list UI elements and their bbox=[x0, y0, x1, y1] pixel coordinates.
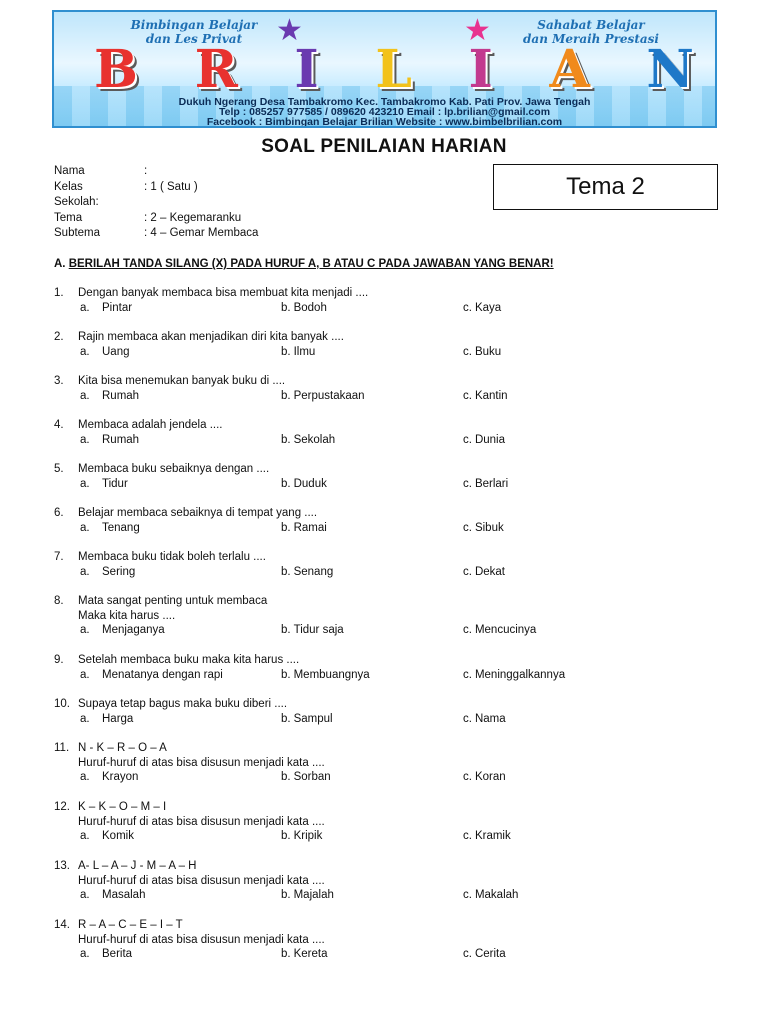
question-text: Mata sangat penting untuk membaca bbox=[78, 595, 268, 607]
option-letter: c. bbox=[463, 624, 472, 637]
identity-row bbox=[54, 195, 258, 211]
option-a[interactable] bbox=[80, 433, 281, 448]
question-number: 2. bbox=[54, 331, 64, 343]
question-number: 11. bbox=[54, 742, 70, 754]
identity-label: Kelas bbox=[54, 180, 83, 193]
option-letter: a. bbox=[80, 389, 90, 402]
question-number: 5. bbox=[54, 463, 64, 475]
question-text: Huruf-huruf di atas bisa disusun menjadi kata .... bbox=[78, 874, 325, 887]
identity-row bbox=[54, 211, 258, 227]
option-a[interactable] bbox=[80, 345, 281, 360]
question-text: Membaca adalah jendela .... bbox=[78, 419, 223, 431]
identity-value: : bbox=[144, 165, 148, 177]
question-line bbox=[54, 550, 734, 565]
question-item bbox=[54, 918, 734, 962]
banner-address: Dukuh Ngerang Desa Tambakromo Kec. Tambakromo Kab. Pati Prov. Jawa Tengah bbox=[178, 96, 591, 108]
option-letter: a. bbox=[80, 565, 90, 578]
option-letter: c. bbox=[463, 668, 472, 681]
question-text: Maka kita harus .... bbox=[78, 609, 176, 622]
option-text: Sorban bbox=[293, 771, 331, 784]
option-b[interactable] bbox=[281, 947, 463, 962]
option-c[interactable] bbox=[463, 433, 505, 448]
option-text: Sekolah bbox=[293, 433, 336, 446]
question-text: Membaca buku sebaiknya dengan .... bbox=[78, 463, 270, 475]
option-text: Tenang bbox=[102, 521, 140, 534]
option-b[interactable] bbox=[281, 668, 463, 683]
option-letter: a. bbox=[80, 830, 90, 843]
option-text: Bodoh bbox=[293, 301, 327, 314]
identity-label: Nama bbox=[54, 165, 85, 177]
question-line bbox=[54, 506, 734, 521]
option-text: Ramai bbox=[293, 521, 327, 534]
option-text: Kaya bbox=[474, 301, 502, 314]
option-b[interactable] bbox=[281, 521, 463, 536]
option-text: Kramik bbox=[474, 830, 511, 843]
logo-letter: I bbox=[294, 39, 319, 100]
option-a[interactable] bbox=[80, 521, 281, 536]
option-text: Koran bbox=[474, 771, 506, 784]
option-c[interactable] bbox=[463, 345, 501, 360]
option-letter: a. bbox=[80, 771, 90, 784]
option-a[interactable] bbox=[80, 301, 281, 316]
option-letter: b. bbox=[281, 477, 291, 490]
question-number: 14. bbox=[54, 919, 70, 931]
question-line bbox=[54, 286, 734, 301]
option-c[interactable] bbox=[463, 712, 506, 727]
question-number: 12. bbox=[54, 801, 70, 813]
option-letter: c. bbox=[463, 477, 472, 490]
option-a[interactable] bbox=[80, 565, 281, 580]
question-item bbox=[54, 653, 734, 682]
option-c[interactable] bbox=[463, 770, 506, 785]
option-text: Senang bbox=[293, 565, 334, 578]
option-text: Mencucinya bbox=[474, 624, 537, 637]
question-line bbox=[54, 741, 734, 756]
option-text: Buku bbox=[474, 345, 502, 358]
star-icon: ★ bbox=[464, 14, 491, 47]
banner-contact: Telp : 085257 977585 / 089620 423210 Email : lp.brilian@gmail.com bbox=[218, 106, 551, 118]
option-letter: c. bbox=[463, 830, 472, 843]
question-text: Supaya tetap bagus maka buku diberi .... bbox=[78, 698, 288, 710]
option-letter: c. bbox=[463, 948, 472, 961]
option-letter: a. bbox=[80, 477, 90, 490]
option-letter: b. bbox=[281, 345, 291, 358]
option-c[interactable] bbox=[463, 829, 511, 844]
page-title: SOAL PENILAIAN HARIAN bbox=[261, 136, 507, 157]
question-text: N - K – R – O – A bbox=[78, 742, 167, 754]
option-a[interactable] bbox=[80, 623, 281, 638]
option-text: Rumah bbox=[102, 433, 140, 446]
banner-tagline-left: Bimbingan Belajar dan Les Privat bbox=[130, 18, 258, 46]
question-item bbox=[54, 594, 734, 638]
question-line bbox=[54, 859, 734, 874]
question-line bbox=[54, 330, 734, 345]
option-b[interactable] bbox=[281, 477, 463, 492]
question-number: 9. bbox=[54, 654, 64, 666]
option-letter: b. bbox=[281, 624, 291, 637]
identity-value: : 1 ( Satu ) bbox=[144, 180, 198, 193]
option-letter: b. bbox=[281, 668, 291, 681]
logo-letter: L bbox=[375, 39, 412, 100]
option-letter: b. bbox=[281, 889, 291, 902]
question-line bbox=[54, 462, 734, 477]
option-a[interactable] bbox=[80, 668, 281, 683]
option-text: Berlari bbox=[474, 477, 509, 490]
option-letter: c. bbox=[463, 771, 472, 784]
answer-options bbox=[54, 477, 734, 492]
question-line bbox=[54, 697, 734, 712]
identity-value: : 2 – Kegemaranku bbox=[144, 211, 242, 224]
instruction bbox=[54, 257, 554, 272]
identity-row bbox=[54, 180, 258, 196]
logo-letter: B bbox=[94, 39, 138, 100]
question-item bbox=[54, 697, 734, 726]
logo-letter: A bbox=[549, 39, 590, 100]
option-c[interactable] bbox=[463, 565, 505, 580]
option-c[interactable] bbox=[463, 668, 565, 683]
question-text: Huruf-huruf di atas bisa disusun menjadi kata .... bbox=[78, 933, 325, 946]
question-text: Belajar membaca sebaiknya di tempat yang .... bbox=[78, 507, 318, 519]
question-item bbox=[54, 330, 734, 359]
option-b[interactable] bbox=[281, 345, 463, 360]
option-letter: a. bbox=[80, 345, 90, 358]
option-letter: c. bbox=[463, 712, 472, 725]
answer-options bbox=[54, 668, 734, 683]
option-text: Ilmu bbox=[293, 345, 316, 358]
question-item bbox=[54, 286, 734, 315]
identity-row bbox=[54, 226, 258, 242]
question-line bbox=[54, 918, 734, 933]
question-text: Kita bisa menemukan banyak buku di .... bbox=[78, 375, 286, 387]
question-text: R – A – C – E – I – T bbox=[78, 919, 183, 931]
question-number: 13. bbox=[54, 860, 70, 872]
option-letter: b. bbox=[281, 712, 291, 725]
option-text: Duduk bbox=[293, 477, 327, 490]
option-b[interactable] bbox=[281, 301, 463, 316]
option-text: Uang bbox=[102, 345, 130, 358]
option-text: Komik bbox=[102, 830, 134, 843]
option-letter: a. bbox=[80, 668, 90, 681]
option-text: Majalah bbox=[293, 889, 334, 902]
identity-label: Sekolah: bbox=[54, 196, 99, 209]
identity-row bbox=[54, 164, 258, 180]
option-b[interactable] bbox=[281, 829, 463, 844]
question-text: Huruf-huruf di atas bisa disusun menjadi kata .... bbox=[78, 815, 325, 828]
option-letter: a. bbox=[80, 889, 90, 902]
tema-box: Tema 2 bbox=[493, 164, 718, 210]
option-letter: c. bbox=[463, 433, 472, 446]
question-line bbox=[54, 418, 734, 433]
option-text: Dunia bbox=[474, 433, 506, 446]
option-text: Meninggalkannya bbox=[474, 668, 566, 681]
option-letter: c. bbox=[463, 301, 472, 314]
option-a[interactable] bbox=[80, 477, 281, 492]
question-number: 1. bbox=[54, 287, 64, 299]
option-letter: c. bbox=[463, 345, 472, 358]
question-line bbox=[54, 653, 734, 668]
option-text: Sibuk bbox=[474, 521, 504, 534]
option-b[interactable] bbox=[281, 623, 463, 638]
question-text: Dengan banyak membaca bisa membuat kita menjadi .... bbox=[78, 287, 369, 299]
star-icon: ★ bbox=[276, 14, 303, 47]
option-text: Sering bbox=[102, 565, 136, 578]
header-banner bbox=[52, 10, 717, 128]
option-c[interactable] bbox=[463, 477, 508, 492]
option-b[interactable] bbox=[281, 433, 463, 448]
option-text: Masalah bbox=[102, 889, 146, 902]
option-b[interactable] bbox=[281, 888, 463, 903]
option-letter: a. bbox=[80, 712, 90, 725]
answer-options bbox=[54, 947, 734, 962]
answer-options bbox=[54, 565, 734, 580]
option-letter: b. bbox=[281, 433, 291, 446]
question-item bbox=[54, 462, 734, 491]
option-text: Membuangnya bbox=[293, 668, 370, 681]
option-c[interactable] bbox=[463, 623, 536, 638]
question-item bbox=[54, 741, 734, 785]
question-item bbox=[54, 550, 734, 579]
instruction-text: BERILAH TANDA SILANG (X) PADA HURUF A, B ATAU C PADA JAWABAN YANG BENAR! bbox=[68, 258, 554, 270]
option-text: Kereta bbox=[293, 948, 328, 961]
answer-options bbox=[54, 521, 734, 536]
option-letter: c. bbox=[463, 889, 472, 902]
identity-block bbox=[54, 164, 258, 242]
option-text: Rumah bbox=[102, 389, 140, 402]
answer-options bbox=[54, 433, 734, 448]
option-letter: a. bbox=[80, 433, 90, 446]
option-c[interactable] bbox=[463, 521, 504, 536]
question-item bbox=[54, 506, 734, 535]
identity-label: Subtema bbox=[54, 227, 101, 240]
identity-value: : 4 – Gemar Membaca bbox=[144, 227, 259, 240]
option-text: Tidur bbox=[102, 477, 128, 490]
option-letter: a. bbox=[80, 948, 90, 961]
answer-options bbox=[54, 301, 734, 316]
answer-options bbox=[54, 770, 734, 785]
question-text: Rajin membaca akan menjadikan diri kita banyak .... bbox=[78, 331, 344, 343]
identity-label: Tema bbox=[54, 211, 83, 224]
option-letter: b. bbox=[281, 771, 291, 784]
question-item bbox=[54, 859, 734, 903]
question-item bbox=[54, 374, 734, 403]
option-a[interactable] bbox=[80, 712, 281, 727]
option-text: Berita bbox=[102, 948, 133, 961]
option-text: Kripik bbox=[293, 830, 323, 843]
banner-social: Facebook : Bimbingan Belajar Brilian Website : www.bimbelbrilian.com bbox=[206, 116, 563, 128]
option-letter: b. bbox=[281, 830, 291, 843]
option-c[interactable] bbox=[463, 389, 508, 404]
option-a[interactable] bbox=[80, 888, 281, 903]
option-a[interactable] bbox=[80, 389, 281, 404]
option-letter: b. bbox=[281, 565, 291, 578]
option-letter: c. bbox=[463, 565, 472, 578]
question-text: Huruf-huruf di atas bisa disusun menjadi kata .... bbox=[78, 756, 325, 769]
answer-options bbox=[54, 829, 734, 844]
option-letter: a. bbox=[80, 521, 90, 534]
question-number: 3. bbox=[54, 375, 64, 387]
question-number: 10. bbox=[54, 698, 70, 710]
option-text: Makalah bbox=[474, 889, 519, 902]
option-letter: b. bbox=[281, 301, 291, 314]
option-letter: c. bbox=[463, 389, 472, 402]
option-a[interactable] bbox=[80, 947, 281, 962]
option-letter: a. bbox=[80, 301, 90, 314]
option-text: Sampul bbox=[293, 712, 333, 725]
logo-letter: N bbox=[646, 39, 694, 100]
logo-letter: R bbox=[194, 39, 238, 100]
option-letter: a. bbox=[80, 624, 90, 637]
option-text: Menatanya dengan rapi bbox=[102, 668, 223, 681]
option-c[interactable] bbox=[463, 888, 518, 903]
question-line bbox=[54, 594, 734, 609]
option-letter: b. bbox=[281, 948, 291, 961]
logo-letter: I bbox=[468, 39, 493, 100]
answer-options bbox=[54, 623, 734, 638]
option-text: Perpustakaan bbox=[293, 389, 365, 402]
question-text: Setelah membaca buku maka kita harus .... bbox=[78, 654, 300, 666]
question-line bbox=[54, 800, 734, 815]
option-b[interactable] bbox=[281, 770, 463, 785]
option-text: Tidur saja bbox=[293, 624, 344, 637]
question-item bbox=[54, 800, 734, 844]
question-item bbox=[54, 418, 734, 447]
option-text: Menjaganya bbox=[102, 624, 165, 637]
option-a[interactable] bbox=[80, 770, 281, 785]
option-c[interactable] bbox=[463, 301, 501, 316]
question-line bbox=[54, 374, 734, 389]
question-number: 6. bbox=[54, 507, 64, 519]
question-text: K – K – O – M – I bbox=[78, 801, 167, 813]
option-text: Kantin bbox=[474, 389, 508, 402]
option-a[interactable] bbox=[80, 829, 281, 844]
option-text: Pintar bbox=[102, 301, 133, 314]
question-number: 8. bbox=[54, 595, 64, 607]
option-letter: b. bbox=[281, 389, 291, 402]
option-b[interactable] bbox=[281, 565, 463, 580]
question-number: 7. bbox=[54, 551, 64, 563]
answer-options bbox=[54, 389, 734, 404]
answer-options bbox=[54, 345, 734, 360]
option-b[interactable] bbox=[281, 389, 463, 404]
option-text: Krayon bbox=[102, 771, 139, 784]
option-text: Harga bbox=[102, 712, 134, 725]
option-c[interactable] bbox=[463, 947, 506, 962]
brilian-logo bbox=[94, 39, 694, 100]
option-letter: b. bbox=[281, 521, 291, 534]
question-text: Membaca buku tidak boleh terlalu .... bbox=[78, 551, 266, 563]
answer-options bbox=[54, 888, 734, 903]
question-text: A- L – A – J - M – A – H bbox=[78, 860, 197, 872]
option-text: Dekat bbox=[474, 565, 505, 578]
option-text: Cerita bbox=[474, 948, 506, 961]
option-b[interactable] bbox=[281, 712, 463, 727]
question-number: 4. bbox=[54, 419, 64, 431]
answer-options bbox=[54, 712, 734, 727]
banner-tagline-right: Sahabat Belajar dan Meraih Prestasi bbox=[523, 18, 659, 46]
option-text: Nama bbox=[474, 712, 506, 725]
option-letter: c. bbox=[463, 521, 472, 534]
instruction-letter: A. bbox=[54, 258, 66, 270]
